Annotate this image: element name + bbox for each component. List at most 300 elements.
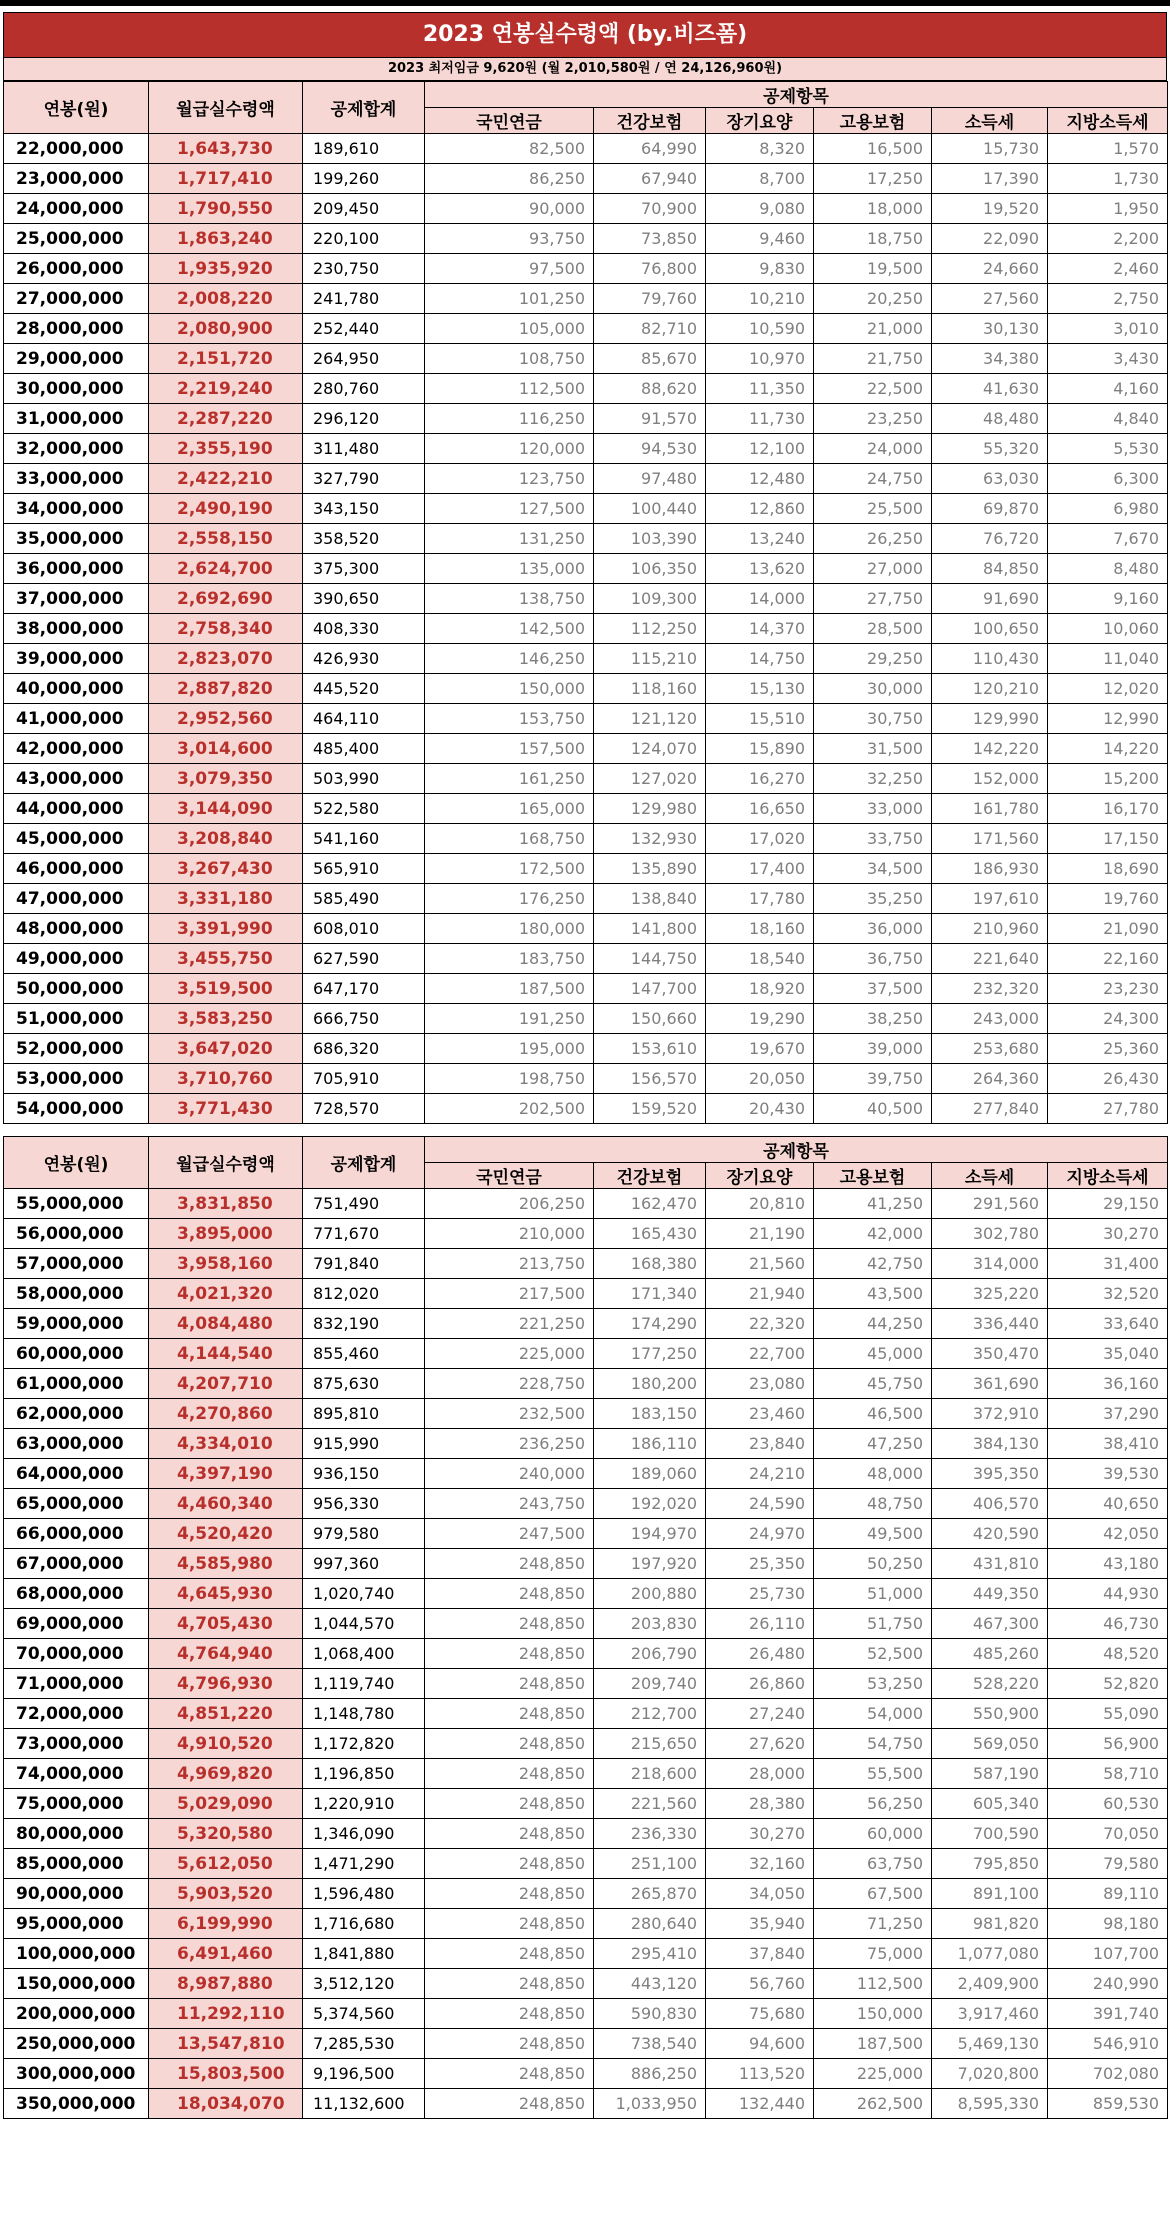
local-income-tax-cell: 43,180	[1048, 1549, 1168, 1579]
health-insurance-cell: 186,110	[594, 1429, 706, 1459]
table-row	[4, 1004, 1168, 1034]
deduction-total-cell: 9,196,500	[303, 2059, 425, 2089]
table-row	[4, 1279, 1168, 1309]
table-row	[4, 494, 1168, 524]
national-pension-cell: 248,850	[425, 1969, 594, 1999]
local-income-tax-cell: 4,840	[1048, 404, 1168, 434]
national-pension-cell: 168,750	[425, 824, 594, 854]
local-income-tax-cell: 58,710	[1048, 1759, 1168, 1789]
income-tax-cell: 372,910	[932, 1399, 1048, 1429]
long-term-care-cell: 75,680	[706, 1999, 814, 2029]
header-health-insurance: 건강보험	[594, 1163, 706, 1189]
table-row	[4, 704, 1168, 734]
salary-cell: 61,000,000	[4, 1369, 149, 1399]
long-term-care-cell: 19,670	[706, 1034, 814, 1064]
income-tax-cell: 302,780	[932, 1219, 1048, 1249]
health-insurance-cell: 165,430	[594, 1219, 706, 1249]
long-term-care-cell: 8,700	[706, 164, 814, 194]
minimum-wage-note: 2023 최저임금 9,620원 (월 2,010,580원 / 연 24,126,960원)	[3, 58, 1167, 81]
national-pension-cell: 127,500	[425, 494, 594, 524]
deduction-total-cell: 464,110	[303, 704, 425, 734]
table-row	[4, 434, 1168, 464]
national-pension-cell: 131,250	[425, 524, 594, 554]
net-monthly-cell: 1,643,730	[149, 134, 303, 164]
table-row	[4, 1189, 1168, 1219]
table-row	[4, 1094, 1168, 1124]
employment-insurance-cell: 39,000	[814, 1034, 932, 1064]
health-insurance-cell: 112,250	[594, 614, 706, 644]
deduction-total-cell: 666,750	[303, 1004, 425, 1034]
health-insurance-cell: 135,890	[594, 854, 706, 884]
long-term-care-cell: 113,520	[706, 2059, 814, 2089]
salary-cell: 50,000,000	[4, 974, 149, 1004]
income-tax-cell: 406,570	[932, 1489, 1048, 1519]
employment-insurance-cell: 45,750	[814, 1369, 932, 1399]
net-monthly-cell: 2,151,720	[149, 344, 303, 374]
table-row	[4, 644, 1168, 674]
national-pension-cell: 97,500	[425, 254, 594, 284]
deduction-total-cell: 230,750	[303, 254, 425, 284]
local-income-tax-cell: 30,270	[1048, 1219, 1168, 1249]
long-term-care-cell: 132,440	[706, 2089, 814, 2119]
net-monthly-cell: 3,267,430	[149, 854, 303, 884]
long-term-care-cell: 20,430	[706, 1094, 814, 1124]
national-pension-cell: 228,750	[425, 1369, 594, 1399]
salary-cell: 29,000,000	[4, 344, 149, 374]
health-insurance-cell: 153,610	[594, 1034, 706, 1064]
employment-insurance-cell: 37,500	[814, 974, 932, 1004]
table-row	[4, 1669, 1168, 1699]
net-monthly-cell: 2,355,190	[149, 434, 303, 464]
income-tax-cell: 232,320	[932, 974, 1048, 1004]
header-national-pension: 국민연금	[425, 1163, 594, 1189]
salary-cell: 66,000,000	[4, 1519, 149, 1549]
table-row	[4, 1819, 1168, 1849]
long-term-care-cell: 20,050	[706, 1064, 814, 1094]
salary-cell: 300,000,000	[4, 2059, 149, 2089]
salary-cell: 53,000,000	[4, 1064, 149, 1094]
employment-insurance-cell: 55,500	[814, 1759, 932, 1789]
table-row	[4, 1064, 1168, 1094]
salary-cell: 68,000,000	[4, 1579, 149, 1609]
table-row	[4, 1399, 1168, 1429]
page-title: 2023 연봉실수령액 (by.비즈폼)	[3, 12, 1167, 58]
income-tax-cell: 314,000	[932, 1249, 1048, 1279]
table-row	[4, 884, 1168, 914]
deduction-total-cell: 426,930	[303, 644, 425, 674]
net-monthly-cell: 5,029,090	[149, 1789, 303, 1819]
national-pension-cell: 157,500	[425, 734, 594, 764]
salary-cell: 67,000,000	[4, 1549, 149, 1579]
employment-insurance-cell: 21,750	[814, 344, 932, 374]
salary-cell: 85,000,000	[4, 1849, 149, 1879]
employment-insurance-cell: 262,500	[814, 2089, 932, 2119]
national-pension-cell: 86,250	[425, 164, 594, 194]
national-pension-cell: 165,000	[425, 794, 594, 824]
national-pension-cell: 248,850	[425, 1609, 594, 1639]
health-insurance-cell: 174,290	[594, 1309, 706, 1339]
net-monthly-cell: 4,460,340	[149, 1489, 303, 1519]
long-term-care-cell: 10,970	[706, 344, 814, 374]
long-term-care-cell: 27,240	[706, 1699, 814, 1729]
salary-cell: 25,000,000	[4, 224, 149, 254]
salary-cell: 150,000,000	[4, 1969, 149, 1999]
net-monthly-cell: 2,287,220	[149, 404, 303, 434]
income-tax-cell: 48,480	[932, 404, 1048, 434]
table-2-body	[4, 1189, 1168, 2119]
income-tax-cell: 161,780	[932, 794, 1048, 824]
table-row	[4, 1699, 1168, 1729]
national-pension-cell: 135,000	[425, 554, 594, 584]
deduction-total-cell: 705,910	[303, 1064, 425, 1094]
health-insurance-cell: 76,800	[594, 254, 706, 284]
deduction-total-cell: 3,512,120	[303, 1969, 425, 1999]
table-row	[4, 1759, 1168, 1789]
long-term-care-cell: 35,940	[706, 1909, 814, 1939]
table-1-body	[4, 134, 1168, 1124]
local-income-tax-cell: 21,090	[1048, 914, 1168, 944]
net-monthly-cell: 3,771,430	[149, 1094, 303, 1124]
local-income-tax-cell: 79,580	[1048, 1849, 1168, 1879]
income-tax-cell: 210,960	[932, 914, 1048, 944]
health-insurance-cell: 132,930	[594, 824, 706, 854]
net-monthly-cell: 3,331,180	[149, 884, 303, 914]
long-term-care-cell: 18,540	[706, 944, 814, 974]
national-pension-cell: 248,850	[425, 2089, 594, 2119]
health-insurance-cell: 67,940	[594, 164, 706, 194]
income-tax-cell: 69,870	[932, 494, 1048, 524]
local-income-tax-cell: 40,650	[1048, 1489, 1168, 1519]
deduction-total-cell: 522,580	[303, 794, 425, 824]
salary-cell: 90,000,000	[4, 1879, 149, 1909]
employment-insurance-cell: 54,000	[814, 1699, 932, 1729]
national-pension-cell: 183,750	[425, 944, 594, 974]
deduction-total-cell: 189,610	[303, 134, 425, 164]
net-monthly-cell: 6,491,460	[149, 1939, 303, 1969]
table-row	[4, 1549, 1168, 1579]
long-term-care-cell: 9,460	[706, 224, 814, 254]
employment-insurance-cell: 27,000	[814, 554, 932, 584]
employment-insurance-cell: 36,750	[814, 944, 932, 974]
table-row	[4, 1639, 1168, 1669]
national-pension-cell: 248,850	[425, 1699, 594, 1729]
income-tax-cell: 27,560	[932, 284, 1048, 314]
health-insurance-cell: 94,530	[594, 434, 706, 464]
national-pension-cell: 90,000	[425, 194, 594, 224]
local-income-tax-cell: 14,220	[1048, 734, 1168, 764]
table-row	[4, 194, 1168, 224]
health-insurance-cell: 212,700	[594, 1699, 706, 1729]
local-income-tax-cell: 107,700	[1048, 1939, 1168, 1969]
employment-insurance-cell: 41,250	[814, 1189, 932, 1219]
long-term-care-cell: 24,590	[706, 1489, 814, 1519]
header-salary: 연봉(원)	[4, 82, 149, 134]
deduction-total-cell: 1,020,740	[303, 1579, 425, 1609]
employment-insurance-cell: 19,500	[814, 254, 932, 284]
salary-cell: 39,000,000	[4, 644, 149, 674]
net-monthly-cell: 1,935,920	[149, 254, 303, 284]
national-pension-cell: 108,750	[425, 344, 594, 374]
national-pension-cell: 240,000	[425, 1459, 594, 1489]
long-term-care-cell: 10,210	[706, 284, 814, 314]
table-row	[4, 2089, 1168, 2119]
salary-cell: 33,000,000	[4, 464, 149, 494]
local-income-tax-cell: 42,050	[1048, 1519, 1168, 1549]
long-term-care-cell: 17,400	[706, 854, 814, 884]
table-row	[4, 1034, 1168, 1064]
income-tax-cell: 30,130	[932, 314, 1048, 344]
long-term-care-cell: 28,380	[706, 1789, 814, 1819]
employment-insurance-cell: 42,750	[814, 1249, 932, 1279]
employment-insurance-cell: 16,500	[814, 134, 932, 164]
health-insurance-cell: 85,670	[594, 344, 706, 374]
national-pension-cell: 187,500	[425, 974, 594, 1004]
national-pension-cell: 120,000	[425, 434, 594, 464]
health-insurance-cell: 156,570	[594, 1064, 706, 1094]
net-monthly-cell: 4,397,190	[149, 1459, 303, 1489]
local-income-tax-cell: 8,480	[1048, 554, 1168, 584]
income-tax-cell: 76,720	[932, 524, 1048, 554]
net-monthly-cell: 4,910,520	[149, 1729, 303, 1759]
national-pension-cell: 180,000	[425, 914, 594, 944]
table-row	[4, 1429, 1168, 1459]
national-pension-cell: 146,250	[425, 644, 594, 674]
local-income-tax-cell: 702,080	[1048, 2059, 1168, 2089]
national-pension-cell: 225,000	[425, 1339, 594, 1369]
national-pension-cell: 210,000	[425, 1219, 594, 1249]
income-tax-cell: 41,630	[932, 374, 1048, 404]
long-term-care-cell: 21,560	[706, 1249, 814, 1279]
table-row	[4, 1939, 1168, 1969]
employment-insurance-cell: 28,500	[814, 614, 932, 644]
health-insurance-cell: 129,980	[594, 794, 706, 824]
long-term-care-cell: 28,000	[706, 1759, 814, 1789]
deduction-total-cell: 565,910	[303, 854, 425, 884]
employment-insurance-cell: 27,750	[814, 584, 932, 614]
income-tax-cell: 467,300	[932, 1609, 1048, 1639]
long-term-care-cell: 15,510	[706, 704, 814, 734]
income-tax-cell: 91,690	[932, 584, 1048, 614]
table-row	[4, 944, 1168, 974]
net-monthly-cell: 4,796,930	[149, 1669, 303, 1699]
employment-insurance-cell: 43,500	[814, 1279, 932, 1309]
long-term-care-cell: 13,240	[706, 524, 814, 554]
deduction-total-cell: 358,520	[303, 524, 425, 554]
salary-cell: 41,000,000	[4, 704, 149, 734]
header-deduction-items: 공제항목	[425, 82, 1168, 108]
net-monthly-cell: 3,144,090	[149, 794, 303, 824]
salary-cell: 26,000,000	[4, 254, 149, 284]
local-income-tax-cell: 32,520	[1048, 1279, 1168, 1309]
health-insurance-cell: 106,350	[594, 554, 706, 584]
local-income-tax-cell: 18,690	[1048, 854, 1168, 884]
health-insurance-cell: 189,060	[594, 1459, 706, 1489]
long-term-care-cell: 14,000	[706, 584, 814, 614]
health-insurance-cell: 236,330	[594, 1819, 706, 1849]
deduction-total-cell: 1,196,850	[303, 1759, 425, 1789]
salary-cell: 44,000,000	[4, 794, 149, 824]
health-insurance-cell: 171,340	[594, 1279, 706, 1309]
local-income-tax-cell: 60,530	[1048, 1789, 1168, 1819]
deduction-total-cell: 327,790	[303, 464, 425, 494]
employment-insurance-cell: 20,250	[814, 284, 932, 314]
header-salary: 연봉(원)	[4, 1137, 149, 1189]
salary-cell: 72,000,000	[4, 1699, 149, 1729]
health-insurance-cell: 162,470	[594, 1189, 706, 1219]
employment-insurance-cell: 112,500	[814, 1969, 932, 1999]
net-monthly-cell: 1,790,550	[149, 194, 303, 224]
income-tax-cell: 449,350	[932, 1579, 1048, 1609]
employment-insurance-cell: 47,250	[814, 1429, 932, 1459]
deduction-total-cell: 791,840	[303, 1249, 425, 1279]
income-tax-cell: 120,210	[932, 674, 1048, 704]
employment-insurance-cell: 33,000	[814, 794, 932, 824]
table-gap	[3, 1124, 1167, 1136]
employment-insurance-cell: 67,500	[814, 1879, 932, 1909]
net-monthly-cell: 3,895,000	[149, 1219, 303, 1249]
deduction-total-cell: 1,119,740	[303, 1669, 425, 1699]
long-term-care-cell: 27,620	[706, 1729, 814, 1759]
national-pension-cell: 248,850	[425, 1729, 594, 1759]
long-term-care-cell: 11,730	[706, 404, 814, 434]
employment-insurance-cell: 40,500	[814, 1094, 932, 1124]
income-tax-cell: 336,440	[932, 1309, 1048, 1339]
deduction-total-cell: 585,490	[303, 884, 425, 914]
net-monthly-cell: 3,647,020	[149, 1034, 303, 1064]
employment-insurance-cell: 45,000	[814, 1339, 932, 1369]
long-term-care-cell: 15,130	[706, 674, 814, 704]
salary-cell: 24,000,000	[4, 194, 149, 224]
deduction-total-cell: 264,950	[303, 344, 425, 374]
income-tax-cell: 8,595,330	[932, 2089, 1048, 2119]
national-pension-cell: 123,750	[425, 464, 594, 494]
table-row	[4, 674, 1168, 704]
local-income-tax-cell: 7,670	[1048, 524, 1168, 554]
table-row	[4, 164, 1168, 194]
health-insurance-cell: 295,410	[594, 1939, 706, 1969]
local-income-tax-cell: 23,230	[1048, 974, 1168, 1004]
employment-insurance-cell: 53,250	[814, 1669, 932, 1699]
deduction-total-cell: 647,170	[303, 974, 425, 1004]
salary-cell: 52,000,000	[4, 1034, 149, 1064]
net-monthly-cell: 2,952,560	[149, 704, 303, 734]
health-insurance-cell: 88,620	[594, 374, 706, 404]
national-pension-cell: 221,250	[425, 1309, 594, 1339]
deduction-total-cell: 199,260	[303, 164, 425, 194]
net-monthly-cell: 4,084,480	[149, 1309, 303, 1339]
income-tax-cell: 171,560	[932, 824, 1048, 854]
health-insurance-cell: 82,710	[594, 314, 706, 344]
net-monthly-cell: 4,705,430	[149, 1609, 303, 1639]
net-monthly-cell: 4,270,860	[149, 1399, 303, 1429]
deduction-total-cell: 445,520	[303, 674, 425, 704]
employment-insurance-cell: 38,250	[814, 1004, 932, 1034]
national-pension-cell: 243,750	[425, 1489, 594, 1519]
long-term-care-cell: 26,110	[706, 1609, 814, 1639]
deduction-total-cell: 390,650	[303, 584, 425, 614]
income-tax-cell: 891,100	[932, 1879, 1048, 1909]
health-insurance-cell: 443,120	[594, 1969, 706, 1999]
national-pension-cell: 116,250	[425, 404, 594, 434]
income-tax-cell: 550,900	[932, 1699, 1048, 1729]
health-insurance-cell: 218,600	[594, 1759, 706, 1789]
net-monthly-cell: 4,764,940	[149, 1639, 303, 1669]
income-tax-cell: 431,810	[932, 1549, 1048, 1579]
deduction-total-cell: 1,172,820	[303, 1729, 425, 1759]
employment-insurance-cell: 29,250	[814, 644, 932, 674]
income-tax-cell: 7,020,800	[932, 2059, 1048, 2089]
header-local-income-tax: 지방소득세	[1048, 1163, 1168, 1189]
net-monthly-cell: 4,851,220	[149, 1699, 303, 1729]
local-income-tax-cell: 5,530	[1048, 434, 1168, 464]
employment-insurance-cell: 24,000	[814, 434, 932, 464]
deduction-total-cell: 875,630	[303, 1369, 425, 1399]
income-tax-cell: 361,690	[932, 1369, 1048, 1399]
net-monthly-cell: 2,422,210	[149, 464, 303, 494]
salary-cell: 51,000,000	[4, 1004, 149, 1034]
net-monthly-cell: 2,823,070	[149, 644, 303, 674]
table-row	[4, 224, 1168, 254]
net-monthly-cell: 3,208,840	[149, 824, 303, 854]
deduction-total-cell: 915,990	[303, 1429, 425, 1459]
table-row	[4, 794, 1168, 824]
national-pension-cell: 82,500	[425, 134, 594, 164]
national-pension-cell: 112,500	[425, 374, 594, 404]
header-net-monthly: 월급실수령액	[149, 82, 303, 134]
national-pension-cell: 105,000	[425, 314, 594, 344]
salary-cell: 62,000,000	[4, 1399, 149, 1429]
national-pension-cell: 153,750	[425, 704, 594, 734]
employment-insurance-cell: 56,250	[814, 1789, 932, 1819]
salary-cell: 69,000,000	[4, 1609, 149, 1639]
deduction-total-cell: 728,570	[303, 1094, 425, 1124]
local-income-tax-cell: 10,060	[1048, 614, 1168, 644]
deduction-total-cell: 375,300	[303, 554, 425, 584]
table-row	[4, 764, 1168, 794]
salary-cell: 75,000,000	[4, 1789, 149, 1819]
income-tax-cell: 605,340	[932, 1789, 1048, 1819]
net-monthly-cell: 18,034,070	[149, 2089, 303, 2119]
table-row	[4, 1309, 1168, 1339]
health-insurance-cell: 127,020	[594, 764, 706, 794]
long-term-care-cell: 30,270	[706, 1819, 814, 1849]
local-income-tax-cell: 12,990	[1048, 704, 1168, 734]
income-tax-cell: 3,917,460	[932, 1999, 1048, 2029]
header-employment-insurance: 고용보험	[814, 108, 932, 134]
deduction-total-cell: 485,400	[303, 734, 425, 764]
salary-cell: 74,000,000	[4, 1759, 149, 1789]
net-monthly-cell: 2,080,900	[149, 314, 303, 344]
local-income-tax-cell: 240,990	[1048, 1969, 1168, 1999]
table-row	[4, 1489, 1168, 1519]
long-term-care-cell: 9,830	[706, 254, 814, 284]
employment-insurance-cell: 150,000	[814, 1999, 932, 2029]
local-income-tax-cell: 15,200	[1048, 764, 1168, 794]
local-income-tax-cell: 56,900	[1048, 1729, 1168, 1759]
net-monthly-cell: 2,219,240	[149, 374, 303, 404]
health-insurance-cell: 118,160	[594, 674, 706, 704]
health-insurance-cell: 64,990	[594, 134, 706, 164]
national-pension-cell: 248,850	[425, 1999, 594, 2029]
deduction-total-cell: 751,490	[303, 1189, 425, 1219]
national-pension-cell: 248,850	[425, 1669, 594, 1699]
income-tax-cell: 700,590	[932, 1819, 1048, 1849]
long-term-care-cell: 17,780	[706, 884, 814, 914]
net-monthly-cell: 2,558,150	[149, 524, 303, 554]
local-income-tax-cell: 36,160	[1048, 1369, 1168, 1399]
employment-insurance-cell: 18,000	[814, 194, 932, 224]
local-income-tax-cell: 44,930	[1048, 1579, 1168, 1609]
